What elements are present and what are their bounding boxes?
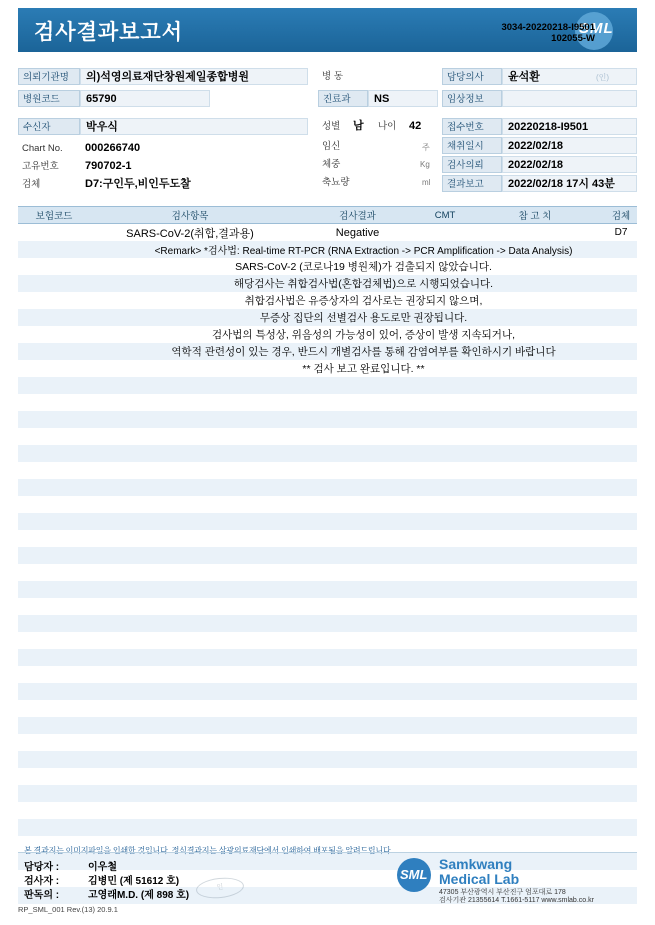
value-collected-at: 2022/02/18 bbox=[502, 137, 637, 154]
patient-info-grid bbox=[18, 62, 637, 200]
label-specimen: 검체 bbox=[22, 179, 41, 190]
results-table-header bbox=[18, 206, 637, 224]
sig-value-2: 고영래M.D. (제 898 호) bbox=[88, 890, 190, 901]
label-pregnancy: 임신 bbox=[322, 141, 341, 152]
lab-tel: 검사기관 21355614 T.1661-5117 www.smlab.co.kr bbox=[439, 897, 594, 904]
result-row bbox=[18, 224, 637, 241]
col-cmt: CMT bbox=[434, 209, 456, 221]
label-hospital-code: 병원코드 bbox=[18, 90, 80, 107]
cell-remark: SARS-CoV-2 (코로나19 병원체)가 검출되지 않았습니다. bbox=[235, 261, 492, 273]
blank-row bbox=[18, 819, 637, 836]
label-receipt-no: 접수번호 bbox=[442, 118, 502, 135]
col-code: 보험코드 bbox=[35, 211, 73, 222]
blank-row bbox=[18, 411, 637, 428]
blank-row bbox=[18, 513, 637, 530]
blank-row bbox=[18, 649, 637, 666]
value-specimen: D7:구인두,비인두도찰 bbox=[85, 178, 191, 190]
cell-remark: 검사법의 특성상, 위음성의 가능성이 있어, 증상이 발생 지속되거나, bbox=[211, 329, 516, 341]
barcode-number-line2: 102055-W bbox=[551, 33, 595, 44]
value-requested-at: 2022/02/18 bbox=[502, 156, 637, 173]
unit-weight: Kg bbox=[420, 160, 430, 169]
blank-row bbox=[18, 547, 637, 564]
blank-row bbox=[18, 462, 637, 479]
footer-note: 본 결과지는 이미지파일을 인쇄한 것입니다. 정식결과지는 삼광의료재단에서 인쇄하여 배포됨을 알려드립니다. bbox=[24, 846, 393, 855]
blank-row bbox=[18, 666, 637, 683]
cell-item: SARS-CoV-2(취합,결과용) bbox=[126, 227, 254, 240]
col-ref: 참 고 치 bbox=[518, 211, 552, 222]
value-doctor: 윤석환 bbox=[502, 68, 637, 85]
col-result: 검사결과 bbox=[339, 211, 376, 222]
sig-label-2: 판독의 : bbox=[24, 890, 60, 901]
label-sex: 성별 bbox=[322, 121, 341, 132]
remark-row bbox=[18, 258, 637, 275]
cell-remark: 해당검사는 취합검사법(혼합검체법)으로 시행되었습니다. bbox=[233, 278, 494, 290]
blank-row bbox=[18, 496, 637, 513]
logo-text: SML bbox=[579, 20, 614, 37]
sig-label-0: 담당자 : bbox=[24, 862, 60, 873]
remark-row bbox=[18, 275, 637, 292]
value-hospital-code: 65790 bbox=[80, 90, 210, 107]
col-specimen: 검체 bbox=[611, 211, 631, 222]
value-receipt-no: 20220218-I9501 bbox=[502, 118, 637, 135]
remark-row bbox=[18, 343, 637, 360]
cell-remark: <Remark> *검사법: Real-time RT-PCR (RNA Extraction -> PCR Amplification -> Data Analysis) bbox=[154, 246, 573, 257]
label-collected-at: 채취일시 bbox=[442, 137, 502, 154]
value-reported-at: 2022/02/18 17시 43분 bbox=[502, 175, 637, 192]
label-doctor: 담당의사 bbox=[442, 68, 502, 85]
blank-row bbox=[18, 428, 637, 445]
blank-row bbox=[18, 717, 637, 734]
results-table bbox=[18, 206, 637, 921]
sig-value-1: 김병민 (제 51612 호) bbox=[88, 876, 180, 887]
value-age: 42 bbox=[409, 120, 422, 132]
blank-row bbox=[18, 632, 637, 649]
blank-row bbox=[18, 768, 637, 785]
blank-row bbox=[18, 751, 637, 768]
value-ward bbox=[368, 68, 438, 85]
value-sex: 남 bbox=[353, 120, 364, 132]
barcode-number-line1: 3034-20220218-I9501 bbox=[501, 22, 595, 33]
lab-logo bbox=[395, 856, 635, 904]
blank-row bbox=[18, 564, 637, 581]
remark-row bbox=[18, 241, 637, 258]
blank-row bbox=[18, 598, 637, 615]
label-chart-no: Chart No. bbox=[22, 143, 63, 154]
lab-logo-text: SML bbox=[400, 867, 428, 882]
value-chart-no: 000266740 bbox=[85, 142, 141, 154]
blank-row bbox=[18, 700, 637, 717]
cell-remark: 역학적 관련성이 있는 경우, 반드시 개별검사를 통해 감염여부를 확인하시기 바랍니다 bbox=[171, 346, 556, 358]
label-dept: 진료과 bbox=[318, 90, 368, 107]
label-clinical-info: 임상정보 bbox=[442, 90, 502, 107]
remark-row bbox=[18, 360, 637, 377]
value-recipient: 박우식 bbox=[80, 118, 308, 135]
value-clinical-info bbox=[502, 90, 637, 107]
blank-row bbox=[18, 377, 637, 394]
blank-row bbox=[18, 802, 637, 819]
blank-row bbox=[18, 734, 637, 751]
cell-specimen: D7 bbox=[614, 227, 628, 238]
sig-value-0: 이우철 bbox=[88, 862, 117, 873]
lab-name-line1: Samkwang bbox=[439, 856, 513, 872]
value-unique-no: 790702-1 bbox=[85, 160, 132, 172]
label-unique-no: 고유번호 bbox=[22, 161, 59, 172]
document-code: RP_SML_001 Rev.(13) 20.9.1 bbox=[18, 905, 118, 914]
blank-row bbox=[18, 615, 637, 632]
blank-row bbox=[18, 445, 637, 462]
label-weight: 체중 bbox=[322, 159, 341, 170]
cell-remark: 무증상 집단의 선별검사 용도로만 권장됩니다. bbox=[259, 312, 468, 324]
unit-pregnancy: 주 bbox=[422, 143, 430, 152]
label-age: 나이 bbox=[378, 121, 397, 132]
value-org: 의)석영의료재단창원제일종합병원 bbox=[80, 68, 308, 85]
approval-stamp: 인 bbox=[195, 876, 245, 901]
label-ward: 병 동 bbox=[322, 71, 343, 82]
blank-row bbox=[18, 530, 637, 547]
results-rows bbox=[18, 224, 637, 921]
page-title: 검사결과보고서 bbox=[34, 21, 184, 44]
label-urine-volume: 축뇨량 bbox=[322, 177, 350, 188]
blank-row bbox=[18, 394, 637, 411]
barcode-number bbox=[501, 22, 595, 44]
blank-row bbox=[18, 479, 637, 496]
unit-urine-volume: ml bbox=[422, 178, 431, 187]
cell-remark: ** 검사 보고 완료입니다. ** bbox=[302, 363, 425, 375]
remark-row bbox=[18, 309, 637, 326]
sig-label-1: 검사자 : bbox=[24, 876, 60, 887]
label-requested-at: 검사의뢰 bbox=[442, 156, 502, 173]
remark-row bbox=[18, 326, 637, 343]
blank-row bbox=[18, 683, 637, 700]
blank-row bbox=[18, 581, 637, 598]
cell-result: Negative bbox=[335, 226, 380, 239]
label-org: 의뢰기관명 bbox=[18, 68, 80, 85]
lab-name-line2: Medical Lab bbox=[439, 871, 520, 887]
label-reported-at: 결과보고 bbox=[442, 175, 502, 192]
doctor-stamp-mark: (인) bbox=[596, 73, 610, 82]
col-item: 검사항목 bbox=[171, 211, 209, 222]
value-dept: NS bbox=[368, 90, 438, 107]
blank-row bbox=[18, 785, 637, 802]
lab-address: 47305 부산광역시 부산진구 엄포대로 178 bbox=[439, 889, 566, 896]
label-recipient: 수신자 bbox=[18, 118, 80, 135]
cell-remark: 취합검사법은 유증상자의 검사로는 권장되지 않으며, bbox=[244, 295, 483, 307]
remark-row bbox=[18, 292, 637, 309]
